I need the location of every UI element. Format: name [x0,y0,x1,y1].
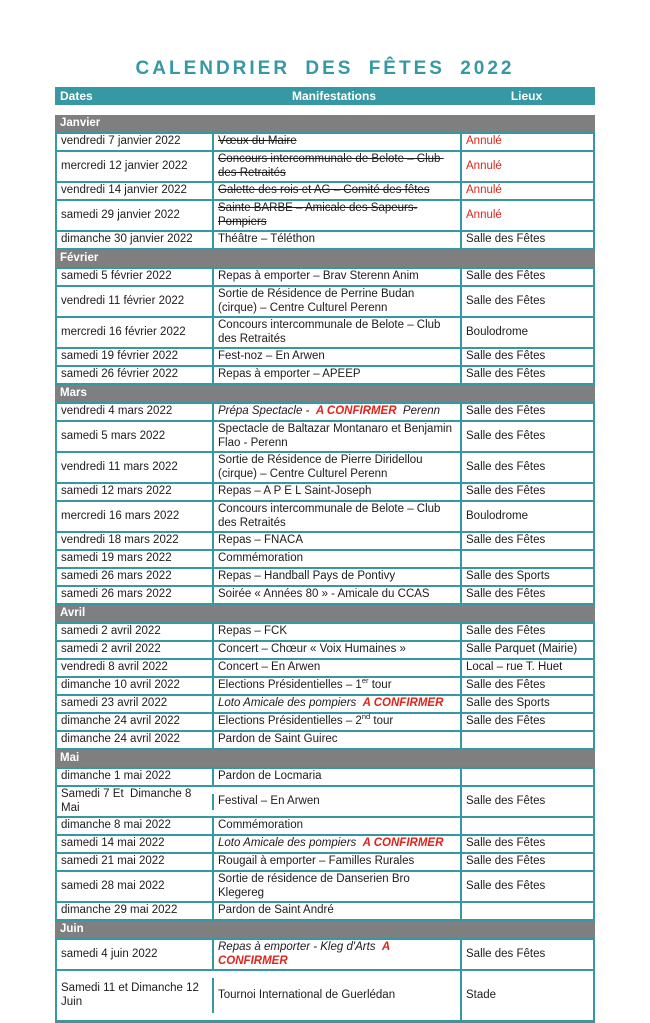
table-row [57,836,593,854]
event-text: Loto Amicale des pompiers [218,837,363,850]
month-section [55,115,595,250]
date-cell: vendredi 14 janvier 2022 [61,184,187,197]
event-text: Repas – FCK [218,625,288,638]
table-row [57,872,593,903]
month-band: Janvier [55,115,595,132]
lieu-cell: Salle des Fêtes [460,232,597,248]
date-cell: dimanche 24 avril 2022 [61,715,180,728]
table-row [57,318,593,349]
lieu-cell [460,551,597,567]
date-cell: samedi 5 mars 2022 [61,429,166,442]
event-text: Repas à emporter – APEEP [218,368,361,381]
lieu-cell: Local – rue T. Huet [460,660,597,676]
event-text: er [361,676,369,686]
event-cell [212,318,460,347]
event-text: Sainte BARBE – Amicale des Sapeurs-Pompiers [218,202,418,228]
table-row [57,367,593,385]
event-cell [212,502,460,531]
event-cell [212,587,460,603]
event-cell [212,201,460,230]
lieu-cell: Salle des Sports [460,569,597,585]
event-cell [212,854,460,870]
calendar-table [55,115,595,1023]
event-cell [212,484,460,500]
lieu-cell: Salle des Fêtes [460,422,597,451]
event-text: Concert – Chœur « Voix Humaines » [218,643,406,656]
table-row [57,660,593,678]
date-cell: samedi 28 mai 2022 [61,879,165,892]
date-cell: samedi 5 février 2022 [61,270,172,283]
lieu-cell-cancelled: Annulé [460,152,597,181]
month-band: Mai [55,750,595,767]
table-row [57,854,593,872]
date-cell: vendredi 11 mars 2022 [61,460,178,473]
table-row [57,787,593,818]
event-cell [212,642,460,658]
lieu-cell: Salle des Fêtes [460,836,597,852]
date-cell: Samedi 11 et Dimanche 12 Juin [61,982,199,1008]
event-text: Théâtre – Téléthon [218,233,315,246]
event-cell [212,696,460,712]
lieu-cell: Salle des Fêtes [460,854,597,870]
date-cell: mercredi 12 janvier 2022 [61,159,188,172]
month-section [55,250,595,385]
month-rows [55,767,595,921]
event-cell [212,533,460,549]
event-text: Fest-noz – En Arwen [218,350,325,363]
event-text: Loto Amicale des pompiers [218,697,363,710]
month-band: Mars [55,385,595,402]
table-row [57,502,593,533]
event-text: tour [370,715,394,728]
confirm-flag: A CONFIRMER [218,941,393,967]
date-cell: dimanche 29 mai 2022 [61,904,178,917]
lieu-cell: Salle des Fêtes [460,787,597,816]
date-cell: dimanche 10 avril 2022 [61,679,180,692]
table-row [57,696,593,714]
event-cell [212,349,460,365]
event-cell [212,818,460,834]
event-text: tour [368,679,392,692]
event-text: Commémoration [218,819,303,832]
table-row [57,642,593,660]
table-row [57,152,593,183]
lieu-cell: Salle des Fêtes [460,349,597,365]
table-row [57,349,593,367]
event-text: Pardon de Locmaria [218,770,322,783]
date-cell: vendredi 4 mars 2022 [61,405,173,418]
event-text: nd [361,712,371,722]
date-cell: samedi 23 avril 2022 [61,697,168,710]
event-cell [212,872,460,901]
lieu-cell: Salle des Fêtes [460,624,597,640]
event-text: Pardon de Saint Guirec [218,733,338,746]
lieu-cell: Salle des Fêtes [460,533,597,549]
event-text: Elections Présidentielles – 1 [218,679,362,692]
table-row [57,971,593,1023]
date-cell: samedi 29 janvier 2022 [61,208,180,221]
lieu-cell: Boulodrome [460,318,597,347]
date-cell: samedi 19 février 2022 [61,350,178,363]
event-text: Sortie de résidence de Danserien Bro Klegereg [218,873,413,899]
event-cell [212,624,460,640]
column-header-lieux: Lieux [510,89,543,103]
lieu-cell: Salle des Fêtes [460,287,597,316]
event-text: Festival – En Arwen [218,794,320,807]
date-cell: samedi 14 mai 2022 [61,837,165,850]
lieu-cell [460,903,597,919]
table-row [57,183,593,201]
date-cell: vendredi 18 mars 2022 [61,534,179,547]
table-row [57,818,593,836]
table-header-row [55,87,595,105]
lieu-cell: Salle des Fêtes [460,269,597,285]
date-cell: vendredi 8 avril 2022 [61,661,168,674]
column-header-manifestations: Manifestations [291,89,376,103]
date-cell: dimanche 1 mai 2022 [61,770,171,783]
event-text: Concert – En Arwen [218,661,321,674]
table-row [57,404,593,422]
event-text: Sortie de Résidence de Perrine Budan (cirque) – Centre Culturel Perenn [218,288,418,314]
lieu-cell [460,818,597,834]
event-text: Rougail à emporter – Familles Rurales [218,855,415,868]
event-cell [212,660,460,676]
event-cell [212,453,460,482]
event-cell [212,732,460,748]
month-rows [55,132,595,250]
date-cell: Samedi 7 Et Dimanche 8 Mai [61,788,192,814]
date-cell: samedi 12 mars 2022 [61,485,172,498]
event-cell [212,404,460,420]
month-band: Juin [55,921,595,938]
event-cell [212,183,460,199]
event-text: Repas à emporter - Kleg d'Arts [218,941,382,953]
lieu-cell: Salle des Fêtes [460,940,597,969]
event-text: Elections Présidentielles – 2 [218,715,362,728]
lieu-cell-cancelled: Annulé [460,183,597,199]
table-row [57,201,593,232]
date-cell: samedi 21 mai 2022 [61,855,165,868]
event-cell [212,794,460,810]
event-text: Perenn [396,405,441,418]
event-cell [212,678,460,694]
event-text: Tournoi International de Guerlédan [218,988,396,1001]
event-cell [212,714,460,730]
event-cell [212,769,460,785]
event-text: Concours intercommunale de Belote – Club des Retraités [218,503,444,529]
date-cell: samedi 26 mars 2022 [61,570,172,583]
table-row [57,453,593,484]
event-text: Sortie de Résidence de Pierre Diridellou (cirque) – Centre Culturel Perenn [218,454,426,480]
table-row [57,269,593,287]
event-cell [212,134,460,150]
table-row [57,714,593,732]
month-band: Février [55,250,595,267]
event-text: Repas – FNACA [218,534,304,547]
event-text: Pardon de Saint André [218,904,334,917]
event-text: Prépa Spectacle - [218,405,316,418]
event-text: Concours intercommunale de Belote – Club des Retraités [218,153,444,179]
lieu-cell: Salle des Fêtes [460,453,597,482]
month-rows [55,267,595,385]
event-text: Soirée « Années 80 » - Amicale du CCAS [218,588,430,601]
event-text: Spectacle de Baltazar Montanaro et Benjamin Flao - Perenn [218,423,456,449]
month-band: Avril [55,605,595,622]
lieu-cell: Salle des Fêtes [460,714,597,730]
date-cell: samedi 4 juin 2022 [61,947,158,960]
table-row [57,569,593,587]
table-row [57,940,593,971]
event-cell [212,269,460,285]
date-cell: vendredi 7 janvier 2022 [61,135,181,148]
table-row [57,484,593,502]
event-cell [212,569,460,585]
event-text: Commémoration [218,552,303,565]
date-cell: dimanche 24 avril 2022 [61,733,180,746]
event-text: Repas à emporter – Brav Sterenn Anim [218,270,419,283]
table-row [57,422,593,453]
date-cell: vendredi 11 février 2022 [61,294,185,307]
confirm-flag: A CONFIRMER [362,697,444,710]
page-title: CALENDRIER DES FÊTES 2022 [135,58,515,79]
table-row [57,769,593,787]
month-rows [55,938,595,1023]
confirm-flag: A CONFIRMER [362,837,444,850]
month-section [55,750,595,921]
table-row [57,587,593,605]
event-cell [212,903,460,919]
table-row [57,134,593,152]
lieu-cell: Salle des Sports [460,696,597,712]
event-text: Concours intercommunale de Belote – Club des Retraités [218,319,444,345]
event-text: Vœux du Maire [218,135,297,148]
table-row [57,624,593,642]
date-cell: samedi 2 avril 2022 [61,625,161,638]
table-row [57,232,593,250]
lieu-cell [460,732,597,748]
month-section [55,605,595,750]
event-text: Repas – A P E L Saint-Joseph [218,485,372,498]
confirm-flag: A CONFIRMER [315,405,397,418]
lieu-cell: Salle des Fêtes [460,872,597,901]
lieu-cell-cancelled: Annulé [460,201,597,230]
event-cell [212,232,460,248]
lieu-cell [460,769,597,785]
table-row [57,287,593,318]
date-cell: dimanche 8 mai 2022 [61,819,171,832]
lieu-cell: Salle des Fêtes [460,484,597,500]
lieu-cell: Salle Parquet (Mairie) [460,642,597,658]
event-cell [212,551,460,567]
event-cell [212,940,460,969]
event-cell [212,152,460,181]
event-text: Galette des rois et AG – Comité des fêtes [218,184,430,197]
lieu-cell-cancelled: Annulé [460,134,597,150]
event-cell [212,287,460,316]
event-cell [212,422,460,451]
month-section [55,385,595,605]
date-cell: samedi 2 avril 2022 [61,643,161,656]
table-row [57,678,593,696]
date-cell: samedi 19 mars 2022 [61,552,172,565]
column-header-dates: Dates [60,89,93,103]
date-cell: samedi 26 mars 2022 [61,588,172,601]
event-text: Repas – Handball Pays de Pontivy [218,570,396,583]
date-cell: samedi 26 février 2022 [61,368,178,381]
lieu-cell: Boulodrome [460,502,597,531]
lieu-cell: Salle des Fêtes [460,404,597,420]
lieu-cell: Salle des Fêtes [460,587,597,603]
table-row [57,551,593,569]
lieu-cell: Stade [460,971,597,1020]
date-cell: dimanche 30 janvier 2022 [61,233,193,246]
table-row [57,903,593,921]
month-section [55,921,595,1023]
event-cell [212,836,460,852]
month-rows [55,402,595,605]
table-row [57,533,593,551]
lieu-cell: Salle des Fêtes [460,367,597,383]
lieu-cell: Salle des Fêtes [460,678,597,694]
event-cell [212,367,460,383]
date-cell: mercredi 16 mars 2022 [61,509,180,522]
date-cell: mercredi 16 février 2022 [61,325,186,338]
table-row [57,732,593,750]
month-rows [55,622,595,750]
event-cell [212,978,460,1014]
